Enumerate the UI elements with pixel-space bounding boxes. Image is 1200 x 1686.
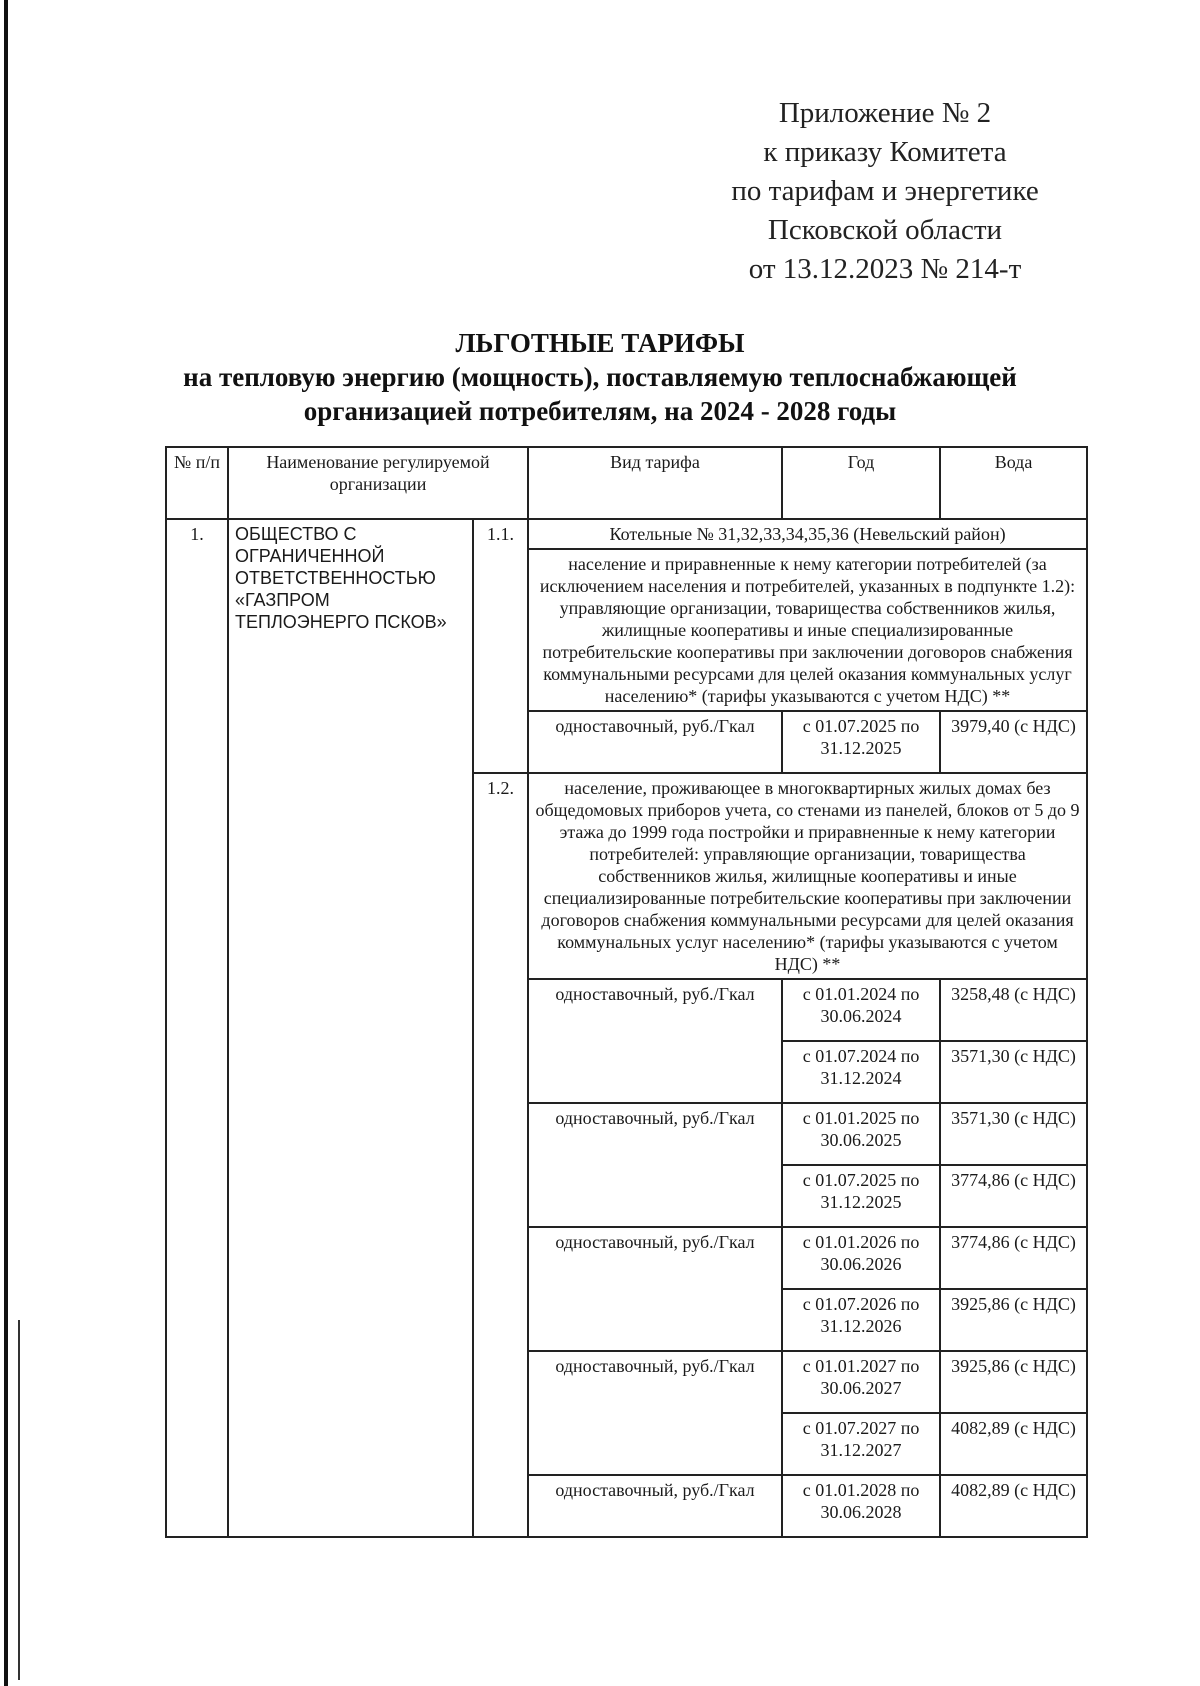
table-row — [166, 519, 1087, 549]
approval-line-4: Псковской области — [767, 214, 1003, 246]
tariff-type: одноставочный, руб./Гкал — [528, 711, 782, 773]
tariff-value: 3774,86 (с НДС) — [940, 1165, 1087, 1227]
tariff-value: 3979,40 (с НДС) — [940, 711, 1087, 773]
header-org: Наименование регулируемой организации — [228, 447, 528, 519]
table-header-row — [166, 447, 1087, 519]
tariff-value: 4082,89 (с НДС) — [940, 1475, 1087, 1537]
tariff-value: 4082,89 (с НДС) — [940, 1413, 1087, 1475]
tariff-type: одноставочный, руб./Гкал — [528, 1103, 782, 1227]
tariff-value: 3925,86 (с НДС) — [940, 1351, 1087, 1413]
scan-edge-line-lower — [18, 1320, 20, 1680]
consumer-description-1-2: население, проживающее в многоквартирных жилых домах без общедомовых приборов учета, со стенами из панелей, блоков от 5 до 9 этажа до 1999 года постройки и приравненные к нему категории потребителей: управляющие организации, товарищества собственников жилья, жилищные кооперативы и иные специализированные потребительские кооперативы при заключении договоров снабжения коммунальными ресурсами для целей оказания коммунальных услуг населению* (тарифы указываются с учетом НДС) ** — [528, 773, 1087, 979]
scan-edge-line — [4, 0, 8, 1686]
tariff-type: одноставочный, руб./Гкал — [528, 1227, 782, 1351]
tariff-type: одноставочный, руб./Гкал — [528, 979, 782, 1103]
tariff-type: одноставочный, руб./Гкал — [528, 1475, 782, 1537]
tariff-table — [165, 446, 1088, 1538]
tariff-type: одноставочный, руб./Гкал — [528, 1351, 782, 1475]
header-num: № п/п — [166, 447, 228, 519]
approval-line-2: к приказу Комитета — [763, 136, 1007, 168]
approval-line-1: Приложение № 2 — [778, 97, 992, 129]
period: с 01.07.2025 по 31.12.2025 — [782, 1165, 940, 1227]
header-water: Вода — [940, 447, 1087, 519]
title-line-1: ЛЬГОТНЫЕ ТАРИФЫ — [455, 328, 745, 358]
row-number: 1. — [166, 519, 228, 1537]
subsection-number-1-2: 1.2. — [473, 773, 528, 1537]
document-title — [150, 326, 1050, 428]
tariff-value: 3258,48 (с НДС) — [940, 979, 1087, 1041]
tariff-value: 3571,30 (с НДС) — [940, 1041, 1087, 1103]
approval-line-3: по тарифам и энергетике — [731, 175, 1039, 207]
approval-line-5: от 13.12.2023 № 214-т — [748, 253, 1022, 285]
period: с 01.01.2026 по 30.06.2026 — [782, 1227, 940, 1289]
consumer-description-1-1: население и приравненные к нему категории потребителей (за исключением населения и потребителей, указанных в подпункте 1.2): управляющие организации, товарищества собственников жилья, жилищные кооперативы и иные специализированные потребительские кооперативы при заключении договоров снабжения коммунальными ресурсами для целей оказания коммунальных услуг населению* (тарифы указываются с учетом НДС) ** — [528, 549, 1087, 711]
subsection-number-1-1: 1.1. — [473, 519, 528, 773]
approval-block — [720, 94, 1050, 289]
period: с 01.01.2027 по 30.06.2027 — [782, 1351, 940, 1413]
tariff-value: 3571,30 (с НДС) — [940, 1103, 1087, 1165]
tariff-value: 3925,86 (с НДС) — [940, 1289, 1087, 1351]
period: с 01.01.2028 по 30.06.2028 — [782, 1475, 940, 1537]
boiler-houses: Котельные № 31,32,33,34,35,36 (Невельский район) — [528, 519, 1087, 549]
tariff-value: 3774,86 (с НДС) — [940, 1227, 1087, 1289]
period: с 01.07.2026 по 31.12.2026 — [782, 1289, 940, 1351]
period: с 01.01.2025 по 30.06.2025 — [782, 1103, 940, 1165]
period: с 01.07.2024 по 31.12.2024 — [782, 1041, 940, 1103]
title-line-3: организацией потребителям, на 2024 - 2028 годы — [303, 396, 897, 426]
header-type: Вид тарифа — [528, 447, 782, 519]
period: с 01.07.2025 по 31.12.2025 — [782, 711, 940, 773]
title-line-2: на тепловую энергию (мощность), поставляемую теплоснабжающей — [183, 362, 1017, 392]
organization-name: ОБЩЕСТВО С ОГРАНИЧЕННОЙ ОТВЕТСТВЕННОСТЬЮ «ГАЗПРОМ ТЕПЛОЭНЕРГО ПСКОВ» — [228, 519, 473, 1537]
period: с 01.07.2027 по 31.12.2027 — [782, 1413, 940, 1475]
header-year: Год — [782, 447, 940, 519]
period: с 01.01.2024 по 30.06.2024 — [782, 979, 940, 1041]
